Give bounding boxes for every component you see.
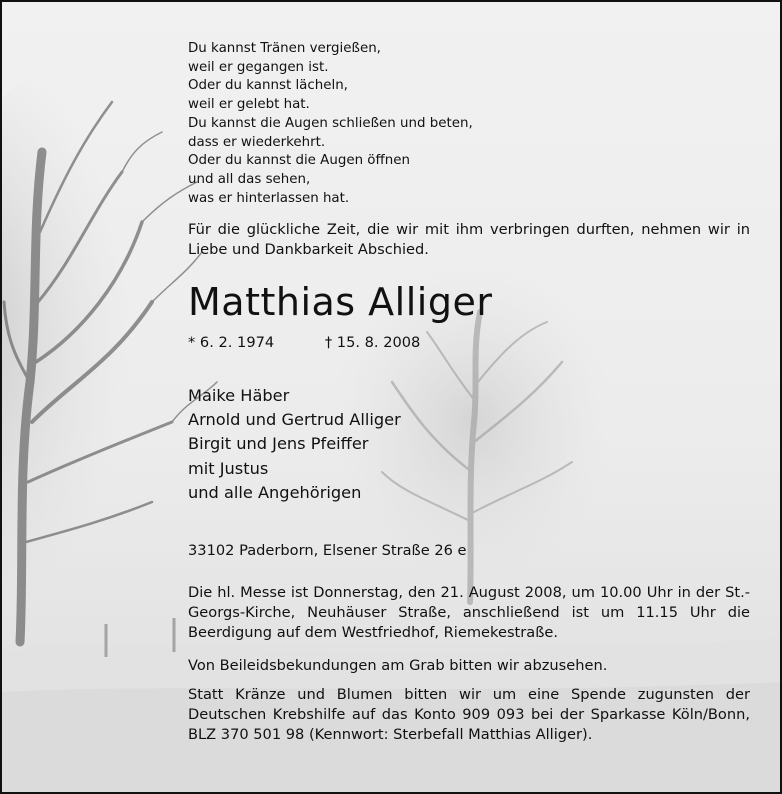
life-dates xyxy=(188,333,420,353)
mourner: Birgit und Jens Pfeiffer xyxy=(188,434,369,454)
death-date: † 15. 8. 2008 xyxy=(324,334,421,351)
mourner: und alle Angehörigen xyxy=(188,482,362,502)
poem-line: und all das sehen, xyxy=(188,171,311,187)
mourner: mit Justus xyxy=(188,458,269,478)
poem xyxy=(188,40,473,208)
family-address: 33102 Paderborn, Elsener Straße 26 e xyxy=(188,542,467,559)
poem-line: Du kannst die Augen schließen und beten, xyxy=(188,115,473,131)
poem-line: weil er gegangen ist. xyxy=(188,59,329,75)
poem-line: Du kannst Tränen vergießen, xyxy=(188,41,381,56)
poem-line: weil er gelebt hat. xyxy=(188,97,310,113)
birth-date: * 6. 2. 1974 xyxy=(188,334,275,351)
poem-line: Oder du kannst die Augen öffnen xyxy=(188,153,410,169)
donation-note: Statt Kränze und Blumen bitten wir um eine Spende zugunsten der Deutschen Krebshilfe auf das Konto 909 093 bei der Sparkasse Köln/Bonn, BLZ 370 501 98 (Kennwort: Sterbefall Matthias Alliger). xyxy=(188,686,750,743)
mourners-list xyxy=(188,384,401,505)
poem-line: was er hinterlassen hat. xyxy=(188,190,350,206)
funeral-service-info: Die hl. Messe ist Donnerstag, den 21. August 2008, um 10.00 Uhr in der St.-Georgs-Kirche, Neuhäuser Straße, anschließend ist um 11.15 Uhr die Beerdigung auf dem Westfriedhof, Riemekestraße. xyxy=(188,584,750,641)
poem-line: Oder du kannst lächeln, xyxy=(188,78,348,94)
mourner: Maike Häber xyxy=(188,386,290,405)
poem-line: dass er wiederkehrt. xyxy=(188,134,326,150)
mourner: Arnold und Gertrud Alliger xyxy=(188,410,401,430)
condolence-note: Von Beileidsbekundungen am Grab bitten wir abzusehen. xyxy=(188,657,608,674)
deceased-name: Matthias Alliger xyxy=(188,280,493,324)
farewell-intro: Für die glückliche Zeit, die wir mit ihm verbringen durften, nehmen wir in Liebe und Dankbarkeit Abschied. xyxy=(188,221,750,258)
